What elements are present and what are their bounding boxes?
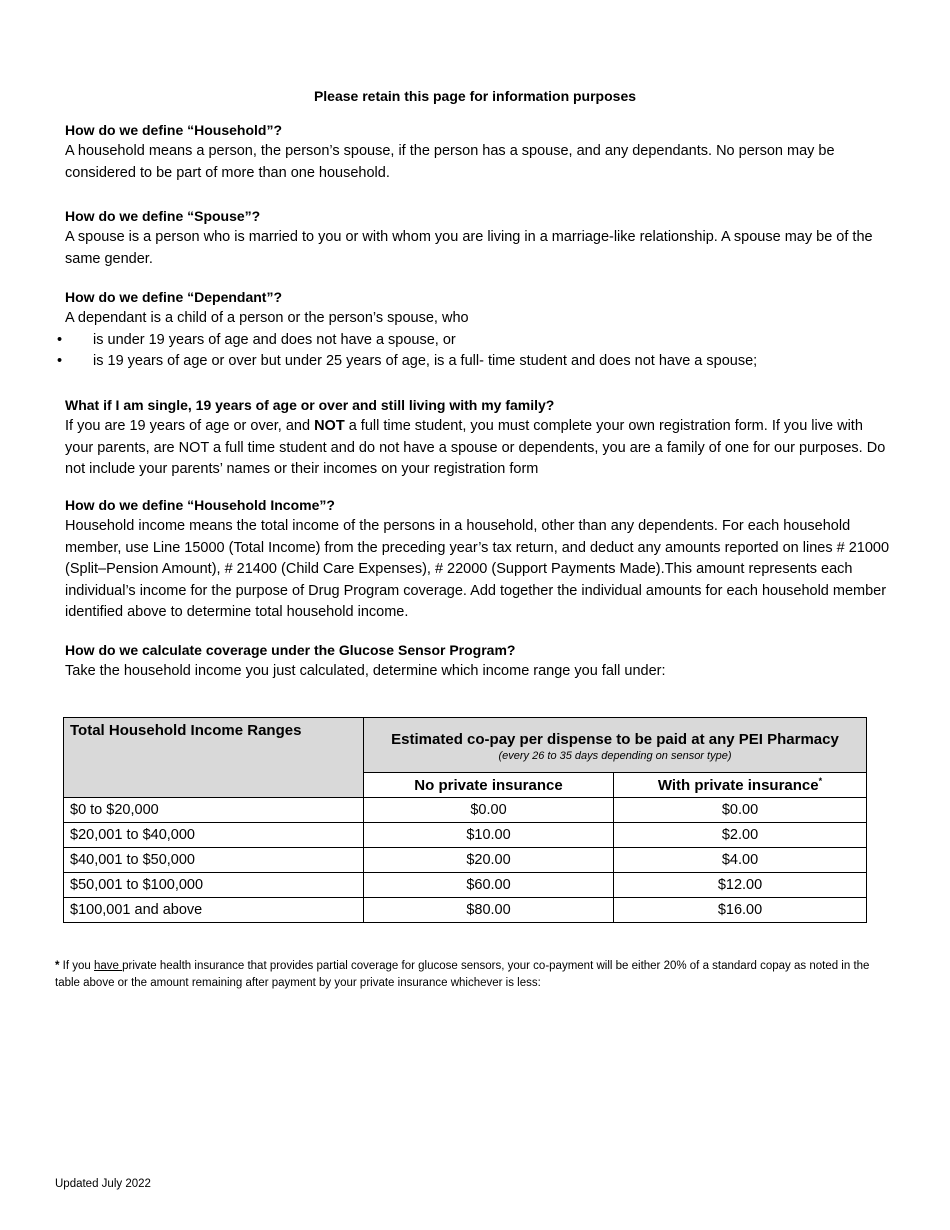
updated-date: Updated July 2022 [55,1178,151,1190]
section-heading: What if I am single, 19 years of age or over and still living with my family? [65,397,555,413]
with-private-copay-cell: $4.00 [614,848,867,873]
no-private-copay-cell: $10.00 [364,823,614,848]
with-private-copay-cell: $12.00 [614,873,867,898]
section-single [65,395,890,481]
section-dependant [65,287,890,373]
copay-table [63,717,867,923]
footnote-underlined: have [94,960,123,972]
table-header-row [64,718,867,773]
income-range-cell: $0 to $20,000 [64,798,364,823]
section-heading: How do we define “Household Income”? [65,497,335,513]
header-income-ranges: Total Household Income Ranges [64,718,364,798]
section-heading: How do we define “Dependant”? [65,289,283,305]
header-with-private [614,773,867,798]
income-range-cell: $20,001 to $40,000 [64,823,364,848]
section-household [65,120,890,184]
section-body [65,416,890,481]
dependant-criteria-list [65,330,890,373]
body-text: If you are 19 years of age or over, and [65,418,315,434]
section-spouse [65,206,890,270]
emphasis: NOT [314,418,345,434]
no-private-copay-cell: $20.00 [364,848,614,873]
group-subtitle: (every 26 to 35 days depending on sensor type) [498,749,732,762]
body-text: a full time student, you must complete your own registration form. If you live with your parents, are NOT a full time student and do not have a spouse or dependents, you are a family of one for our purposes. Do not include your parents’ names or their incomes on your registration form [65,418,886,477]
page-title: Please retain this page for information purposes [313,88,637,104]
no-private-copay-cell: $60.00 [364,873,614,898]
table-row [64,898,867,923]
list-item: • is under 19 years of age and does not have a spouse, or [65,330,890,352]
section-body: A dependant is a child of a person or the person’s spouse, who [65,310,469,326]
income-range-cell: $100,001 and above [64,898,364,923]
group-title: Estimated co-pay per dispense to be paid at any PEI Pharmacy [391,730,839,748]
header-label: With private insurance [657,777,819,794]
section-coverage [65,640,890,683]
section-body: A spouse is a person who is married to you or with whom you are living in a marriage-like relationship. A spouse may be of the same gender. [65,229,873,267]
section-body: Household income means the total income of the persons in a household, other than any dependents. For each household member, use Line 15000 (Total Income) from the preceding year’s tax return, and deduct any amounts reported on lines # 21000 (Split–Pension Amount), # 21400 (Child Care Expenses), # 22000 (Support Payments Made).This amount represents each individual’s income for the purpose of Drug Program coverage. Add together the individual amounts for each household member identified above to determine total household income. [65,518,890,620]
table-row [64,823,867,848]
with-private-copay-cell: $0.00 [614,798,867,823]
section-body: A household means a person, the person’s spouse, if the person has a spouse, and any dependants. No person may be considered to be part of more than one household. [65,143,835,181]
footnote-text: private health insurance that provides partial coverage for glucose sensors, your co-payment will be either 20% of a standard copay as noted in the table above or the amount remaining after payment by your private insurance whichever is less: [55,960,870,989]
section-heading: How do we define “Spouse”? [65,208,261,224]
table-row [64,848,867,873]
income-range-cell: $40,001 to $50,000 [64,848,364,873]
section-heading: How do we define “Household”? [65,122,282,138]
footnote [55,958,885,992]
section-heading: How do we calculate coverage under the Glucose Sensor Program? [65,642,516,658]
no-private-copay-cell: $80.00 [364,898,614,923]
no-private-copay-cell: $0.00 [364,798,614,823]
income-range-cell: $50,001 to $100,000 [64,873,364,898]
table-row [64,798,867,823]
list-item: • is 19 years of age or over but under 25 years of age, is a full- time student and does not have a spouse; [65,351,890,373]
header-copay-group [364,718,867,773]
footnote-marker: * [55,960,60,972]
section-body: Take the household income you just calculated, determine which income range you fall under: [65,663,666,679]
table-row [64,873,867,898]
header-no-private: No private insurance [364,773,614,798]
with-private-copay-cell: $2.00 [614,823,867,848]
footnote-text: If you [59,960,95,972]
section-household-income [65,495,890,624]
footnote-marker: * [818,776,823,786]
with-private-copay-cell: $16.00 [614,898,867,923]
